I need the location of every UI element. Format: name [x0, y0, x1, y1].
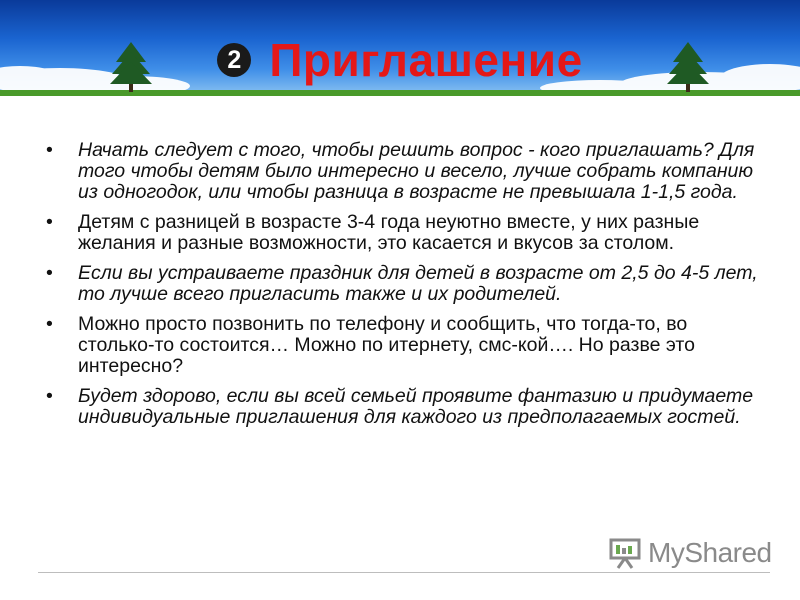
footer-divider [38, 572, 770, 573]
number-two-icon: 2 [217, 43, 251, 77]
bullet-item: • Начать следует с того, чтобы решить вопрос - кого приглашать? Для того чтобы детям было интересно и весело, лучше собрать компанию из одногодок, или чтобы разница в возрасте не превышала 1-1,5 года. [44, 140, 764, 203]
myshared-logo [608, 535, 772, 571]
bullet-list [44, 140, 764, 437]
bullet-item: • Детям с разницей в возрасте 3-4 года неуютно вместе, у них разные желания и разные возможности, это касается и вкусов за столом. [44, 212, 764, 254]
presentation-board-icon [608, 536, 642, 570]
bullet-item: • Если вы устраиваете праздник для детей в возрасте от 2,5 до 4-5 лет, то лучше всего пригласить также и их родителей. [44, 263, 764, 305]
slide-title: Приглашение [269, 34, 583, 86]
bullet-item: • Можно просто позвонить по телефону и сообщить, что тогда-то, во столько-то состоится… Можно по итернету, смс-кой…. Но разве это интересно? [44, 314, 764, 377]
slide-title-row [0, 30, 800, 90]
bullet-item: • Будет здорово, если вы всей семьей проявите фантазию и придумаете индивидуальные приглашения для каждого из предполагаемых гостей. [44, 386, 764, 428]
logo-text: MyShared [648, 537, 772, 568]
